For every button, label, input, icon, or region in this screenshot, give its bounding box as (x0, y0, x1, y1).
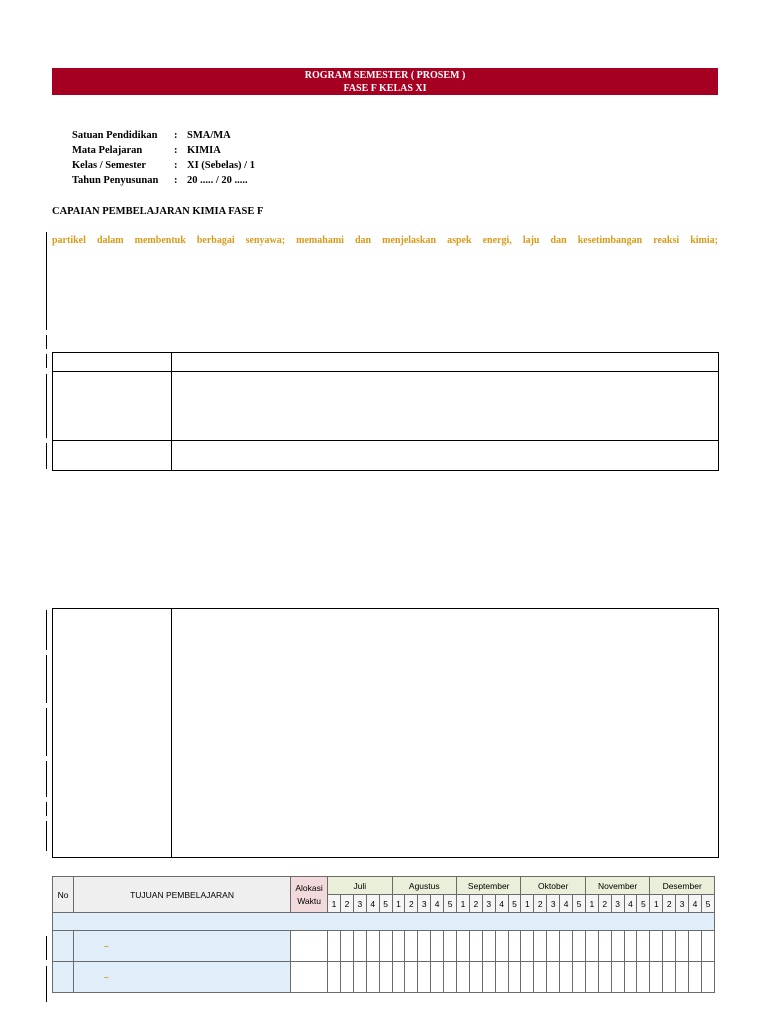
week-cell[interactable] (340, 962, 353, 993)
week-cell[interactable] (508, 931, 521, 962)
header-no: No (53, 877, 74, 913)
week-cell[interactable] (534, 962, 547, 993)
week-cell[interactable] (637, 962, 650, 993)
week-cell[interactable] (624, 962, 637, 993)
identity-colon: : (174, 145, 178, 156)
week-number: 4 (495, 895, 508, 913)
blank-cell (53, 372, 172, 441)
week-cell[interactable] (379, 931, 392, 962)
month-header: November (585, 877, 649, 895)
title-banner (52, 68, 718, 95)
identity-label: Mata Pelajaran (72, 145, 143, 156)
title-line-2: FASE F KELAS XI (343, 83, 427, 94)
week-number: 4 (624, 895, 637, 913)
header-alokasi-line2: Waktu (297, 895, 321, 906)
row-no (53, 962, 74, 993)
week-number: 3 (418, 895, 431, 913)
week-cell[interactable] (444, 962, 457, 993)
table-row (53, 931, 715, 962)
week-cell[interactable] (547, 962, 560, 993)
week-number: 5 (379, 895, 392, 913)
week-cell[interactable] (366, 962, 379, 993)
margin-bar (46, 374, 47, 438)
identity-block (72, 128, 255, 188)
week-cell[interactable] (353, 931, 366, 962)
margin-bar (46, 354, 47, 368)
week-cell[interactable] (676, 962, 689, 993)
blank-table-1 (52, 352, 719, 471)
week-number: 1 (521, 895, 534, 913)
week-number: 1 (328, 895, 341, 913)
week-number: 1 (392, 895, 405, 913)
week-cell[interactable] (573, 962, 586, 993)
identity-row (72, 143, 255, 158)
week-cell[interactable] (637, 931, 650, 962)
title-line-1: ROGRAM SEMESTER ( PROSEM ) (304, 70, 466, 81)
identity-label: Tahun Penyusunan (72, 175, 159, 186)
week-number: 3 (611, 895, 624, 913)
week-number: 5 (444, 895, 457, 913)
week-number: 3 (482, 895, 495, 913)
week-number: 1 (457, 895, 470, 913)
week-cell[interactable] (701, 931, 714, 962)
week-cell[interactable] (611, 931, 624, 962)
row-tujuan-text: – (104, 972, 109, 982)
week-cell[interactable] (405, 962, 418, 993)
week-cell[interactable] (469, 931, 482, 962)
week-cell[interactable] (328, 962, 341, 993)
week-cell[interactable] (495, 931, 508, 962)
week-cell[interactable] (418, 962, 431, 993)
section-band (53, 913, 715, 931)
week-cell[interactable] (379, 962, 392, 993)
week-cell[interactable] (366, 931, 379, 962)
week-number: 2 (469, 895, 482, 913)
margin-bar (46, 335, 47, 349)
identity-colon: : (174, 160, 178, 171)
week-cell[interactable] (392, 962, 405, 993)
week-number: 5 (701, 895, 714, 913)
identity-value: SMA/MA (187, 130, 231, 141)
week-cell[interactable] (689, 962, 702, 993)
identity-colon: : (174, 130, 178, 141)
week-cell[interactable] (392, 931, 405, 962)
week-number: 2 (405, 895, 418, 913)
blank-cell (172, 441, 719, 471)
week-number: 2 (598, 895, 611, 913)
week-number: 2 (663, 895, 676, 913)
week-cell[interactable] (585, 962, 598, 993)
week-number: 5 (508, 895, 521, 913)
week-number: 3 (353, 895, 366, 913)
identity-colon: : (174, 175, 178, 186)
margin-bar (46, 821, 47, 851)
week-cell[interactable] (495, 962, 508, 993)
week-number: 3 (676, 895, 689, 913)
week-cell[interactable] (560, 962, 573, 993)
identity-label: Kelas / Semester (72, 160, 147, 171)
blank-cell (53, 609, 172, 858)
blank-cell (53, 353, 172, 372)
week-cell[interactable] (663, 962, 676, 993)
schedule-table (52, 876, 715, 993)
identity-row (72, 128, 255, 143)
row-alokasi[interactable] (291, 962, 328, 993)
week-number: 4 (431, 895, 444, 913)
week-cell[interactable] (624, 931, 637, 962)
band-row (53, 913, 715, 931)
table-row (53, 962, 715, 993)
week-cell[interactable] (663, 931, 676, 962)
row-tujuan-text: – (104, 941, 109, 951)
week-number: 1 (585, 895, 598, 913)
identity-value: KIMIA (187, 145, 221, 156)
week-cell[interactable] (547, 931, 560, 962)
header-alokasi-line1: Alokasi (295, 882, 323, 893)
margin-bar (46, 708, 47, 756)
blank-cell (172, 372, 719, 441)
margin-bar (46, 232, 47, 330)
blank-table-2 (52, 608, 719, 858)
week-number: 5 (637, 895, 650, 913)
week-cell[interactable] (521, 931, 534, 962)
week-number: 4 (560, 895, 573, 913)
month-header: Agustus (392, 877, 456, 895)
week-cell[interactable] (611, 962, 624, 993)
week-cell[interactable] (689, 931, 702, 962)
margin-bar (46, 443, 47, 469)
week-cell[interactable] (444, 931, 457, 962)
identity-row (72, 158, 255, 173)
blank-cell (53, 441, 172, 471)
week-cell[interactable] (405, 931, 418, 962)
week-cell[interactable] (457, 962, 470, 993)
header-alokasi (291, 877, 328, 913)
week-cell[interactable] (340, 931, 353, 962)
week-cell[interactable] (650, 931, 663, 962)
margin-bar (46, 655, 47, 703)
row-alokasi[interactable] (291, 931, 328, 962)
row-no (53, 931, 74, 962)
month-header: September (457, 877, 521, 895)
blank-cell (172, 609, 719, 858)
month-header: Oktober (521, 877, 585, 895)
week-cell[interactable] (431, 962, 444, 993)
margin-bar (46, 802, 47, 816)
week-cell[interactable] (482, 962, 495, 993)
capaian-heading: CAPAIAN PEMBELAJARAN KIMIA FASE F (52, 206, 264, 217)
identity-row (72, 173, 255, 188)
week-cell[interactable] (585, 931, 598, 962)
week-cell[interactable] (650, 962, 663, 993)
week-cell[interactable] (701, 962, 714, 993)
week-cell[interactable] (573, 931, 586, 962)
week-cell[interactable] (482, 931, 495, 962)
identity-label: Satuan Pendidikan (72, 130, 158, 141)
identity-value: 20 ..... / 20 ..... (187, 175, 248, 186)
row-tujuan (74, 962, 291, 993)
month-header: Desember (650, 877, 715, 895)
week-cell[interactable] (560, 931, 573, 962)
week-cell[interactable] (328, 931, 341, 962)
week-cell[interactable] (469, 962, 482, 993)
week-number: 4 (366, 895, 379, 913)
margin-bar (46, 966, 47, 1002)
margin-bar (46, 761, 47, 797)
header-tujuan: TUJUAN PEMBELAJARAN (74, 877, 291, 913)
capaian-text: partikel dalam membentuk berbagai senyawa; memahami dan menjelaskan aspek energi, laju dan kesetimbangan reaksi kimia; (52, 235, 718, 246)
week-cell[interactable] (598, 962, 611, 993)
week-number: 5 (573, 895, 586, 913)
margin-bar (46, 610, 47, 650)
week-cell[interactable] (431, 931, 444, 962)
week-cell[interactable] (676, 931, 689, 962)
week-cell[interactable] (508, 962, 521, 993)
week-cell[interactable] (534, 931, 547, 962)
blank-cell (172, 353, 719, 372)
week-number: 4 (689, 895, 702, 913)
identity-value: XI (Sebelas) / 1 (187, 160, 255, 171)
row-tujuan (74, 931, 291, 962)
week-cell[interactable] (418, 931, 431, 962)
week-number: 3 (547, 895, 560, 913)
week-cell[interactable] (521, 962, 534, 993)
week-number: 2 (340, 895, 353, 913)
week-number: 1 (650, 895, 663, 913)
margin-bar (46, 936, 47, 960)
week-cell[interactable] (598, 931, 611, 962)
week-number: 2 (534, 895, 547, 913)
week-cell[interactable] (457, 931, 470, 962)
month-header: Juli (328, 877, 392, 895)
week-cell[interactable] (353, 962, 366, 993)
